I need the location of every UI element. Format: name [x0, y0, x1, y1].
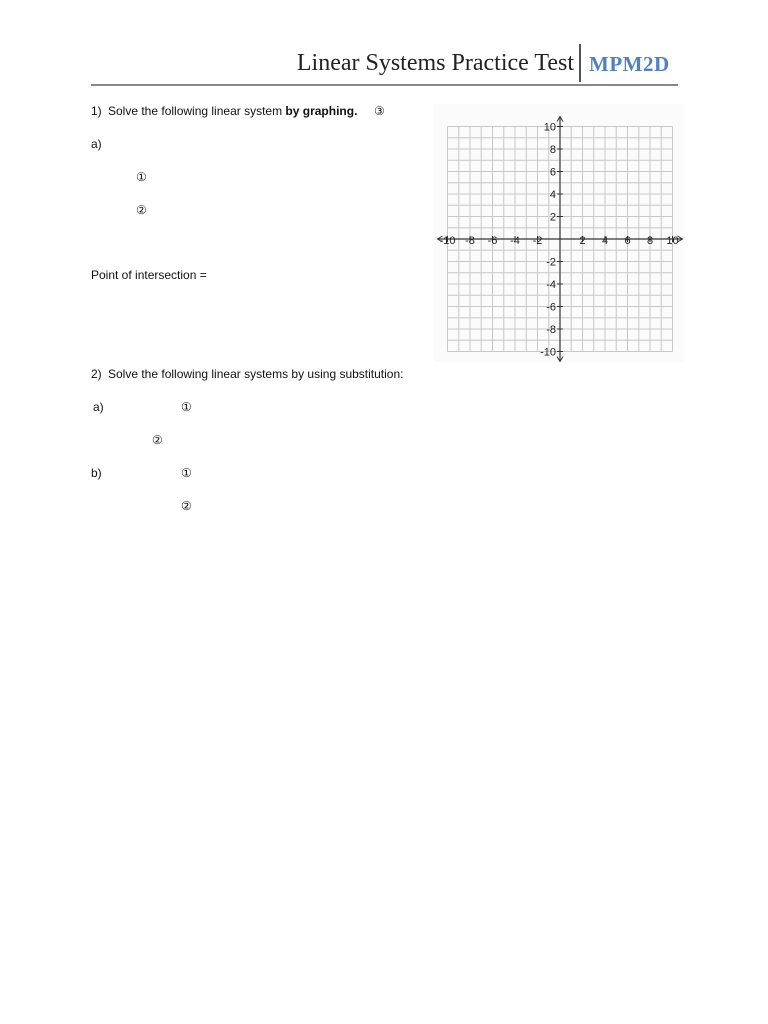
y-tick-label: -6: [546, 301, 556, 314]
x-tick-label: 6: [624, 235, 631, 247]
q1-prompt-start: Solve the following linear system: [108, 104, 286, 118]
x-tick-label: 10: [666, 235, 679, 247]
q2-prompt: Solve the following linear systems by using substitution:: [108, 367, 404, 381]
y-tick-label: 6: [549, 166, 556, 179]
x-tick-label: -4: [510, 235, 520, 247]
coordinate-grid-svg: [434, 104, 684, 362]
q1-poi-label: Point of intersection =: [91, 268, 207, 282]
q1-eq2-marker: ②: [136, 203, 147, 217]
q1-eq1-marker: ①: [136, 170, 147, 184]
q2-number: 2): [91, 367, 102, 381]
q1-number: 1): [91, 104, 102, 118]
x-tick-label: 8: [646, 235, 654, 247]
test-title: Linear Systems Practice Test: [296, 50, 574, 76]
x-tick-label: -6: [487, 235, 498, 247]
x-tick-label: -8: [465, 235, 475, 247]
header-divider: [579, 44, 581, 82]
y-tick-label: 2: [549, 211, 556, 224]
q1-prompt: [108, 104, 357, 118]
x-tick-label: -10: [439, 235, 456, 247]
x-tick-label: 4: [601, 235, 609, 247]
q2-part-a-eq2-marker: ②: [152, 433, 163, 447]
q1-prompt-bold: by graphing.: [285, 104, 358, 118]
course-code: MPM2D: [589, 52, 670, 76]
y-tick-label: 8: [549, 144, 556, 156]
x-tick-label: -2: [532, 235, 543, 247]
y-tick-label: 4: [549, 189, 556, 201]
q2-part-b-eq1-marker: ①: [181, 466, 192, 480]
q1-marks: ③: [374, 104, 385, 118]
q2-part-b-eq2-marker: ②: [181, 499, 192, 513]
y-tick-label: 10: [543, 121, 556, 134]
y-tick-label: -10: [540, 346, 556, 359]
q2-part-a-eq1-marker: ①: [181, 400, 192, 414]
q2-part-b-label: b): [91, 466, 102, 480]
y-tick-label: -8: [546, 324, 556, 336]
x-tick-label: 2: [579, 235, 586, 247]
q2-part-a-label: a): [93, 400, 104, 414]
page-header: [91, 44, 678, 86]
y-tick-label: -2: [546, 256, 556, 269]
y-tick-label: -4: [546, 279, 556, 291]
q1-part-a-label: a): [91, 137, 102, 151]
coordinate-grid: [434, 104, 684, 362]
